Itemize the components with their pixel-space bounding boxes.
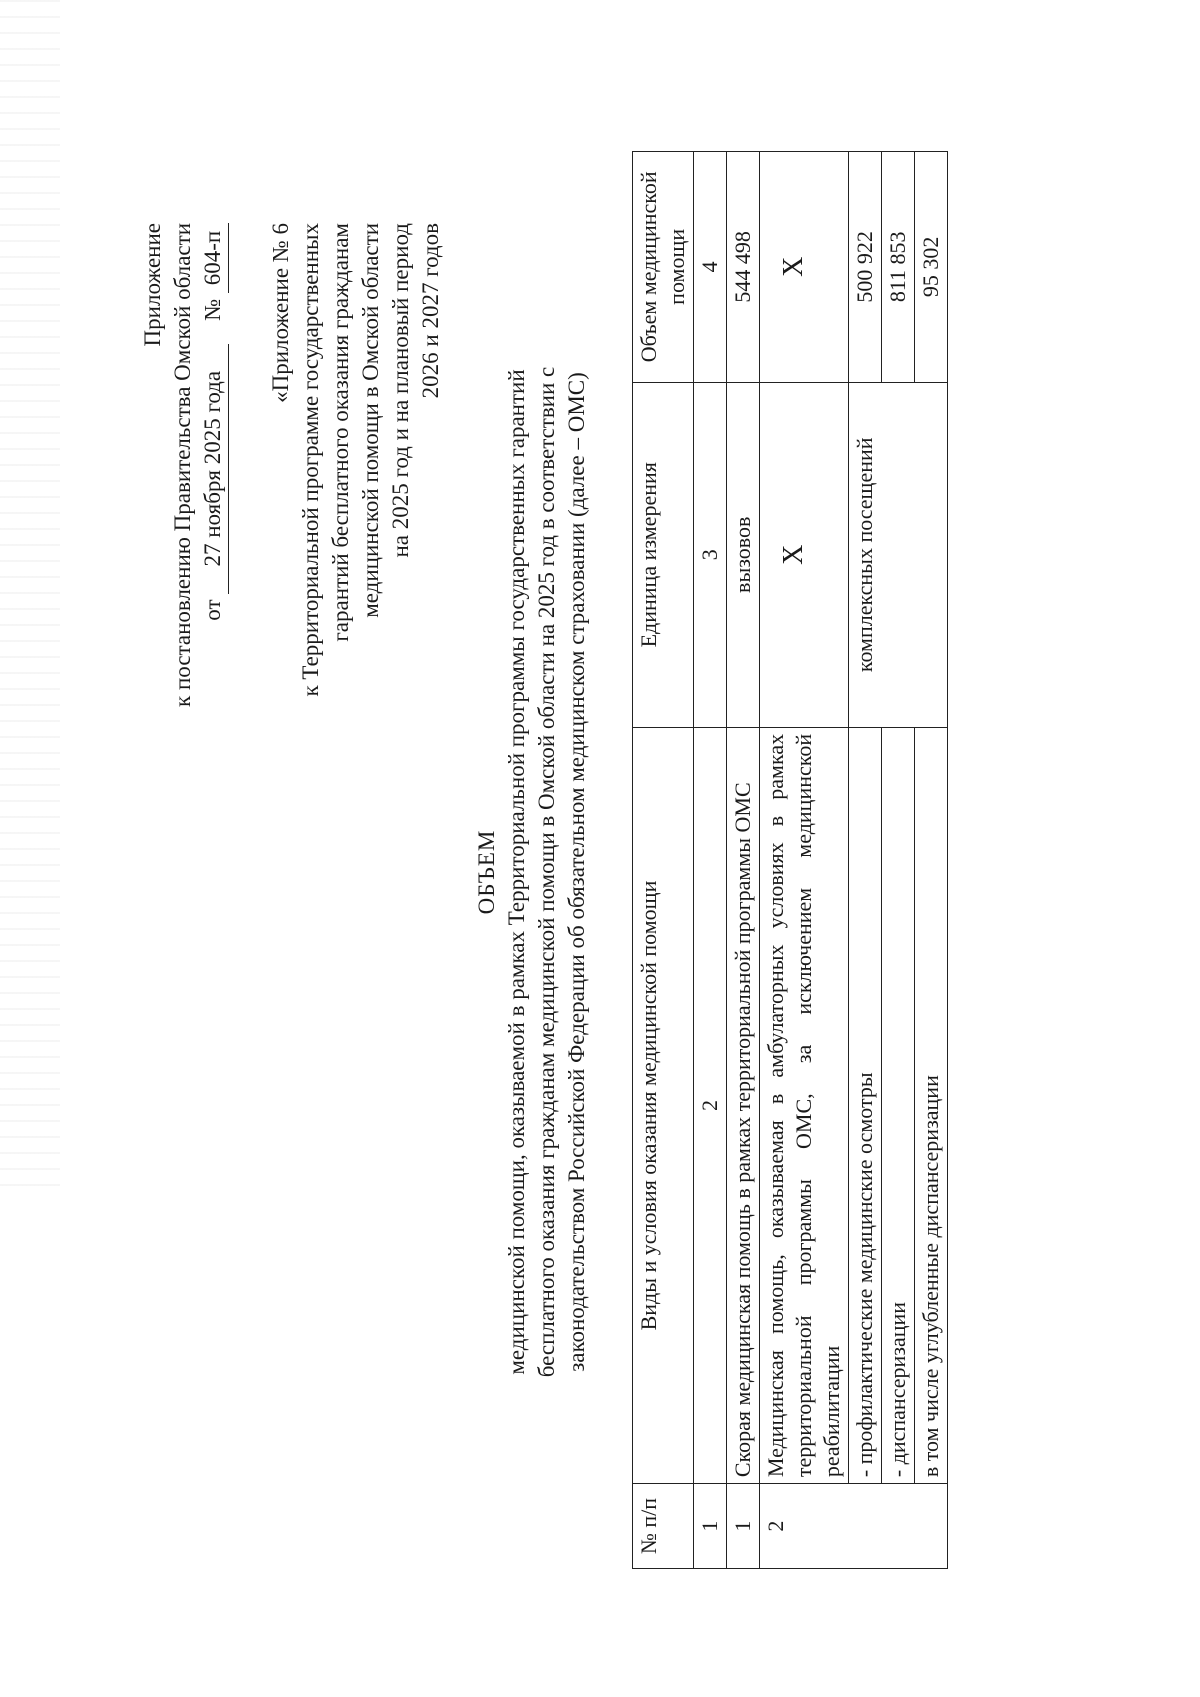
approval-line1: Приложение [140,223,165,347]
title-line3: законодательством Российской Федерации об обязательном медицинском страховании (далее – ОМС) [564,372,589,1372]
appendix-line4: медицинской помощи в Омской области [358,223,383,618]
appendix-line2: к Территориальной программе государственных [298,223,323,697]
row-unit: вызовов [727,382,760,727]
column-number: 4 [694,152,727,383]
table-header-row [633,152,694,1569]
appendix-line6: 2026 и 2027 годов [418,223,443,399]
row-name: Медицинская помощь, оказываемая в амбулаторных условиях в рамках территориальной программы ОМС, за исключением медицинской реабилитации [760,727,849,1483]
row-name: в том числе углубленные диспансеризации [915,727,948,1483]
row-name: Скорая медицинская помощь в рамках территориальной программы ОМС [727,727,760,1483]
row-volume: 811 853 [882,152,915,383]
title-heading: ОБЪЕМ [474,829,499,915]
row-volume: Х [760,152,849,383]
scan-noise [0,0,60,1200]
table-row [849,152,882,1569]
approval-number-label: № [200,298,225,321]
approval-date-line [198,223,229,707]
volume-table [632,151,948,1569]
row-volume: 500 922 [849,152,882,383]
appendix-line3: гарантий бесплатного оказания гражданам [328,223,353,642]
approval-date: 27 ноября 2025 года [198,344,229,594]
column-number: 2 [694,727,727,1483]
row-volume: 95 302 [915,152,948,383]
appendix-line5: на 2025 год и на плановый период [388,223,413,558]
title-line1: медицинской помощи, оказываемой в рамках Территориальной программы государственных гарантий [504,369,529,1375]
approval-block [138,223,229,707]
table-row [727,152,760,1569]
document-title [472,157,592,1587]
row-unit: Х [760,382,849,727]
table-row [760,152,849,1569]
row-volume: 544 498 [727,152,760,383]
column-number-row [694,152,727,1569]
column-number: 1 [694,1484,727,1569]
row-unit: комплексных посещений [849,382,948,727]
column-number: 3 [694,382,727,727]
approval-from-label: от [200,599,225,621]
appendix-line1: «Приложение № 6 [268,223,293,403]
row-name: - профилактические медицинские осмотры [849,727,882,1483]
header-volume: Объем медицинской помощи [633,152,694,383]
header-kinds: Виды и условия оказания медицинской помощи [633,727,694,1483]
row-number: 2 [760,1484,948,1569]
header-unit: Единица измерения [633,382,694,727]
header-number: № п/п [633,1484,694,1569]
appendix-block [266,223,446,697]
table-row [915,152,948,1569]
row-number: 1 [727,1484,760,1569]
table-row [882,152,915,1569]
title-line2: бесплатного оказания гражданам медицинской помощи в Омской области на 2025 год в соответствии с [534,366,559,1378]
row-name: - диспансеризации [882,727,915,1483]
approval-number: 604-п [198,223,229,293]
approval-line2: к постановлению Правительства Омской области [170,223,195,707]
